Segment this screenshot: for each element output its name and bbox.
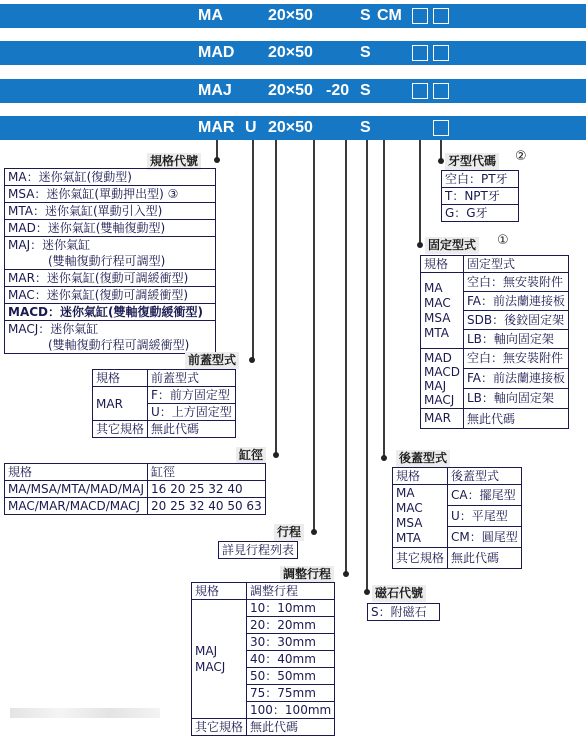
list-item: G：G牙 [445,206,488,220]
model-code: MA [198,7,223,24]
option-box [433,83,449,99]
thread-list [441,170,519,222]
table-cell: U：平尾型 [448,506,522,527]
spec-title: 規格代號 [147,153,201,170]
table-cell: MAR [93,387,148,421]
table-header: 調整行程 [247,583,335,600]
table-cell: 10：10mm [247,600,335,617]
table-header: 規格 [192,583,247,600]
model-code: MAJ [198,82,232,99]
magnet-code: S [360,7,371,24]
table-cell [192,600,247,719]
model-code: MAR [198,119,235,136]
table-header: 規格 [393,468,448,485]
rear-cover-table [392,467,522,569]
table-cell: SDB：後鉸固定架 [463,311,568,330]
mount-title: 固定型式 [425,237,479,254]
connector-dot [249,357,255,363]
table-cell: 20 25 32 40 50 63 [148,498,266,515]
list-item [5,321,215,353]
list-item: MSA：迷你氣缸(單動押出型) ③ [5,186,215,203]
model-label: MAD [424,350,452,365]
front-cover-table [92,369,236,438]
list-item: T：NPT牙 [442,188,518,205]
list-item-text: (雙軸復動行程可調緩衝型) [48,338,190,352]
table-header: 前蓋型式 [148,370,236,387]
rear-cover-title: 後蓋型式 [396,450,450,467]
magnet-code: S [360,44,371,61]
note-marker: ① [497,233,509,248]
table-header: 後蓋型式 [448,468,522,485]
option-box [412,83,428,99]
table-cell: 其它規格 [93,421,148,438]
option-box [433,8,449,24]
table-header: 規格 [93,370,148,387]
table-cell: LB：軸向固定架 [463,389,568,409]
connector-rear-cover [383,140,385,458]
table-cell: 30：30mm [247,634,335,651]
table-cell: 75：75mm [247,685,335,702]
table-header: 缸徑 [148,464,266,481]
list-item: MAD：迷你氣缸(雙軸復動型) [5,220,215,237]
model-label: MACD [424,364,460,379]
connector-magnet [366,140,368,592]
list-item [5,237,215,270]
magnet-code: S [360,82,371,99]
table-cell [421,349,464,409]
table-cell: 20：20mm [247,617,335,634]
table-cell: 100：100mm [247,702,335,719]
table-cell: 50：50mm [247,668,335,685]
connector-dot [381,455,387,461]
spec-list [4,168,216,354]
connector-front-cover [252,140,254,360]
table-cell: U：上方固定型 [148,404,236,421]
connector-dot [311,529,317,535]
connector-stroke [313,140,315,532]
list-item-text: MAJ：迷你氣缸 [8,238,91,252]
list-item: MAC：迷你氣缸(復動可調緩衝型) [5,287,215,304]
note-marker: ② [515,149,527,164]
cushion-code: CM [377,7,402,24]
connector-dot [273,452,279,458]
table-cell: 空白：無安裝附件 [463,349,568,369]
connector-bore [275,140,277,455]
connector-dot [214,157,220,163]
connector-mount [419,140,421,245]
option-box [433,45,449,61]
table-cell: 空白：無安裝附件 [463,273,568,292]
table-cell: 詳見行程列表 [219,542,298,559]
magnet-title: 磁石代號 [372,585,426,602]
table-cell [421,273,464,349]
table-cell: 無此代碼 [148,421,236,438]
model-label: MACJ [424,392,455,407]
model-label: MAJ [195,644,218,658]
table-header: 規格 [421,256,464,273]
model-label: MSA [424,310,451,325]
table-cell: MA/MSA/MTA/MAD/MAJ [5,481,148,498]
thread-title: 牙型代碼 [445,153,499,170]
stroke-title: 行程 [274,524,304,541]
table-cell: F：前方固定型 [148,387,236,404]
stroke-table [218,541,298,559]
list-item: MACD：迷你氣缸(雙軸復動緩衝型) [5,304,215,321]
table-cell: 16 20 25 32 40 [148,481,266,498]
model-label: MTA [424,325,449,340]
magnet-table [367,603,440,621]
mount-table [420,255,569,429]
model-label: MA [396,486,415,500]
model-label: MAC [396,501,423,515]
bore-table [4,463,266,515]
bore-title: 缸徑 [236,447,266,464]
model-label: MA [424,280,443,295]
magnet-code: S [360,119,371,136]
option-box [412,45,428,61]
watermark-blur [10,708,160,718]
table-cell: 無此代碼 [463,409,568,429]
table-header: 固定型式 [463,256,568,273]
table-cell: CM：圓尾型 [448,527,522,548]
model-code: MAD [198,44,235,61]
table-cell: 其它規格 [393,548,448,569]
size-code: 20×50 [268,119,313,136]
model-label: MSA [396,516,423,530]
stroke-adjust-code: -20 [326,82,350,99]
model-label: MAC [424,295,451,310]
option-box [412,8,428,24]
table-cell: CA：擺尾型 [448,485,522,506]
model-label: MAJ [424,378,447,393]
stroke-adjust-title: 調整行程 [280,566,334,583]
size-code: 20×50 [268,82,313,99]
model-label: MACJ [195,660,226,674]
stroke-adjust-table [191,582,335,736]
table-cell: MAR [421,409,464,429]
table-cell: 其它規格 [192,719,247,736]
table-cell [393,485,448,548]
list-item: MAR：迷你氣缸(復動可調緩衝型) [5,270,215,287]
connector-dot [438,158,444,164]
list-item-text: (雙軸復動行程可調型) [48,254,166,268]
connector-dot [364,589,370,595]
rear-cover-code: U [245,119,257,136]
list-item: 空白：PT牙 [442,171,518,188]
table-cell: 40：40mm [247,651,335,668]
table-cell: FA：前法蘭連接板 [463,369,568,389]
size-code: 20×50 [268,7,313,24]
table-cell: 無此代碼 [247,719,335,736]
front-cover-title: 前蓋型式 [185,352,239,369]
table-cell: FA：前法蘭連接板 [463,292,568,311]
table-cell: 無此代碼 [448,548,522,569]
table-cell: MAC/MAR/MACD/MACJ [5,498,148,515]
size-code: 20×50 [268,44,313,61]
connector-dot [343,571,349,577]
connector-dot [417,242,423,248]
table-cell: S：附磁石 [368,604,440,621]
list-item: MTA：迷你氣缸(單動引入型) [5,203,215,220]
table-header: 規格 [5,464,148,481]
table-cell: LB：軸向固定架 [463,330,568,349]
option-box [433,120,449,136]
list-item-text: MACJ：迷你氣缸 [8,322,99,336]
connector-stroke-adjust [345,140,347,574]
model-label: MTA [396,531,421,545]
list-item: MA：迷你氣缸(復動型) [5,169,215,186]
